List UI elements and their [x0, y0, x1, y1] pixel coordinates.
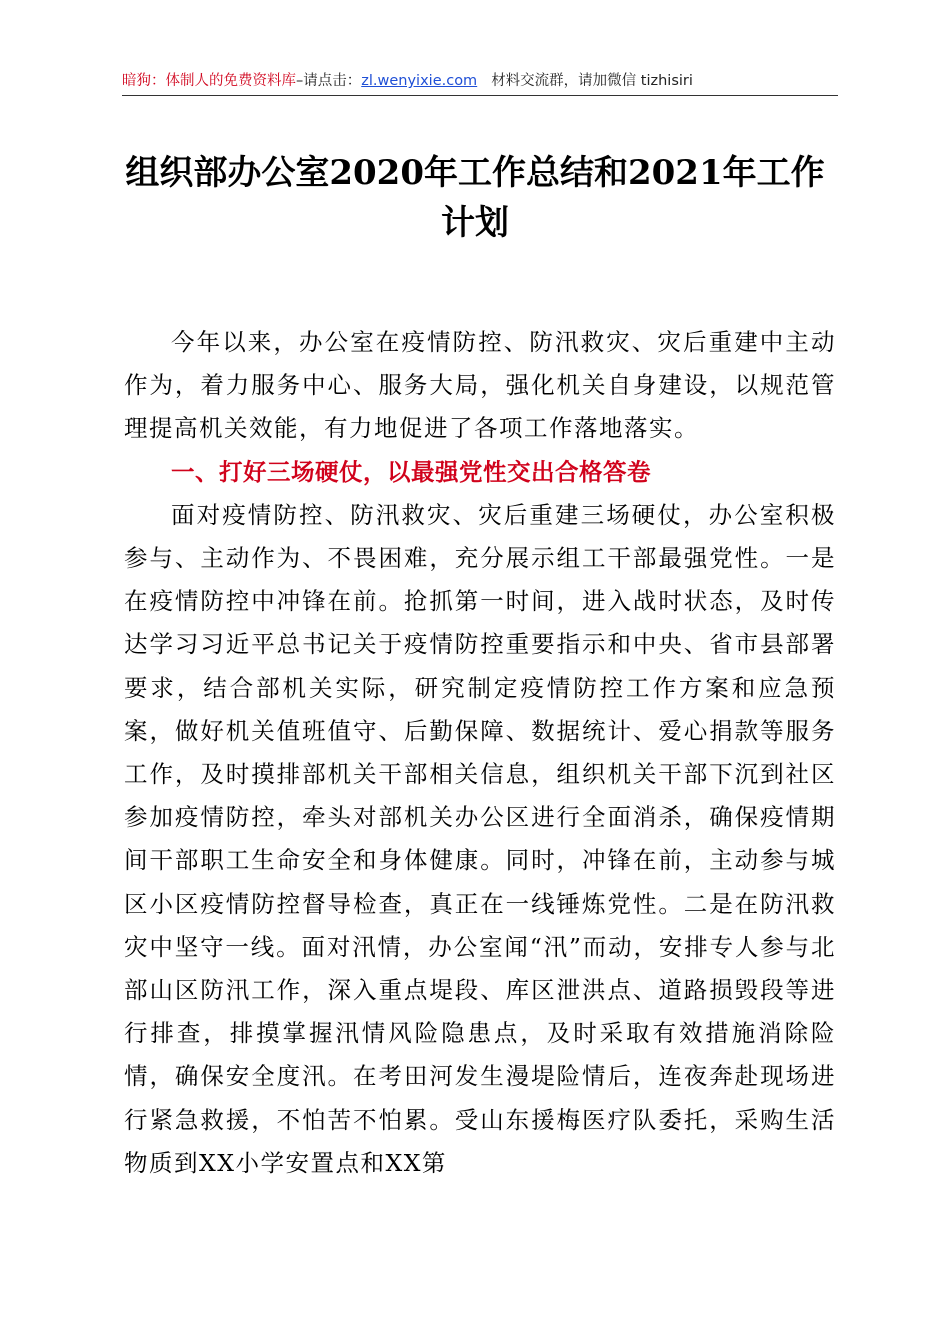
header-link[interactable]: zl.wenyixie.com — [361, 73, 478, 89]
section-paragraph: 面对疫情防控、防汛救灾、灾后重建三场硬仗，办公室积极参与、主动作为、不畏困难，充分展示组工干部最强党性。一是在疫情防控中冲锋在前。抢抓第一时间，进入战时状态，及时传达学习习近平总书记关于疫情防控重要指示和中央、省市县部署要求，结合部机关实际，研究制定疫情防控工作方案和应急预案，做好机关值班值守、后勤保障、数据统计、爱心捐款等服务工作，及时摸排部机关干部相关信息，组织机关干部下沉到社区参加疫情防控，牵头对部机关办公区进行全面消杀，确保疫情期间干部职工生命安全和身体健康。同时，冲锋在前，主动参与城区小区疫情防控督导检查，真正在一线锤炼党性。二是在防汛救灾中坚守一线。面对汛情，办公室闻“汛”而动，安排专人参与北部山区防汛工作，深入重点堤段、库区泄洪点、道路损毁段等进行排查，排摸掌握汛情风险隐患点，及时采取有效措施消除险情，确保安全度汛。在考田河发生漫堤险情后，连夜奔赴现场进行紧急救援，不怕苦不怕累。受山东援梅医疗队委托，采购生活物质到XX小学安置点和XX第 — [124, 500, 836, 1177]
header-click-prompt: –请点击： — [296, 73, 362, 89]
intro-paragraph: 今年以来，办公室在疫情防控、防汛救灾、灾后重建中主动作为，着力服务中心、服务大局，强化机关自身建设，以规范管理提高机关效能，有力地促进了各项工作落地落实。 — [124, 328, 836, 443]
section-heading: 一、打好三场硬仗，以最强党性交出合格答卷 — [171, 457, 651, 486]
header-contact: 材料交流群，请加微信 tizhisiri — [491, 73, 693, 89]
page-header — [122, 68, 838, 94]
header-brand: 暗狗：体制人的免费资料库 — [122, 73, 296, 89]
document-title: 组织部办公室2020年工作总结和2021年工作计划 — [125, 153, 825, 243]
document-body — [124, 321, 836, 1185]
header-divider — [122, 95, 838, 96]
